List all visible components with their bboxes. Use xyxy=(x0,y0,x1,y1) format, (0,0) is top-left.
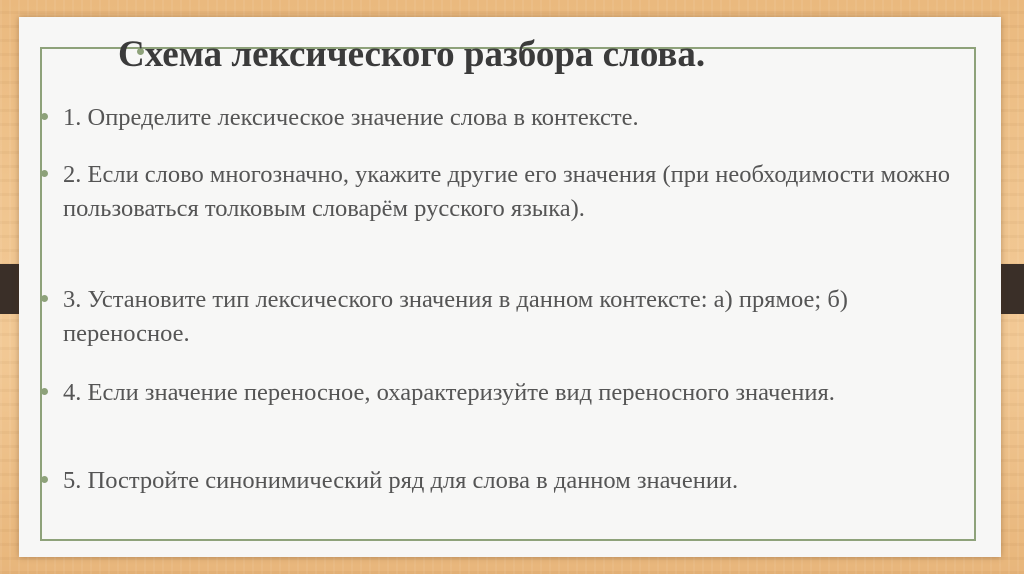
list-item-4 xyxy=(63,376,963,410)
list-item-2 xyxy=(63,158,963,226)
bullet-icon xyxy=(41,295,48,302)
list-item-text: 4. Если значение переносное, охарактеризуйте вид переносного значения. xyxy=(63,379,835,406)
bullet-icon xyxy=(41,388,48,395)
bullet-icon xyxy=(41,476,48,483)
list-item-text: 5. Постройте синонимический ряд для слова в данном значении. xyxy=(63,467,739,494)
list-item-text: 3. Установите тип лексического значения в данном контексте: а) прямое; б) переносное. xyxy=(63,286,848,347)
bullet-icon xyxy=(41,113,48,120)
list-item-5 xyxy=(63,464,963,498)
slide-title: Схема лексического разбора слова. xyxy=(118,34,706,75)
list-item-text: 2. Если слово многозначно, укажите другие его значения (при необходимости можно пользоваться толковым словарём русского языка). xyxy=(63,161,951,222)
list-item-3 xyxy=(63,283,963,351)
list-item-1 xyxy=(63,101,963,135)
bullet-icon xyxy=(41,170,48,177)
list-item-text: 1. Определите лексическое значение слова в контексте. xyxy=(63,104,639,131)
